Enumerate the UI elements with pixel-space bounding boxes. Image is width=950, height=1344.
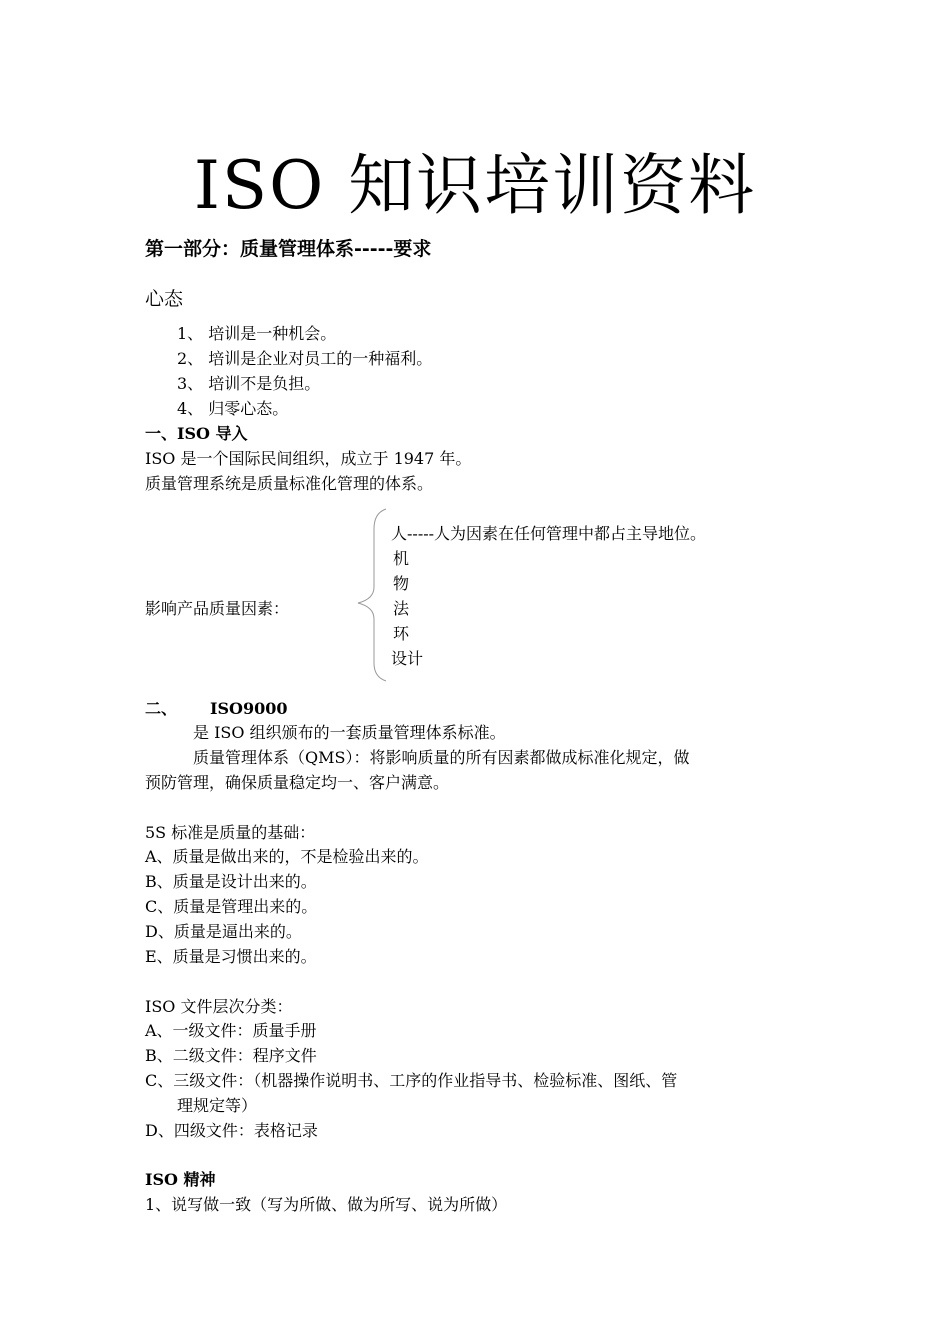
section1-line: ISO 是一个国际民间组织，成立于 1947 年。: [145, 449, 472, 468]
doc-level-item: A、一级文件：质量手册: [145, 1021, 317, 1040]
factor-item: 法: [393, 599, 410, 618]
spirit-heading: ISO 精神: [145, 1170, 216, 1189]
section2-line: 是 ISO 组织颁布的一套质量管理体系标准。: [193, 723, 506, 742]
part1-heading: 第一部分：质量管理体系-----要求: [145, 238, 432, 260]
doc-level-item: C、三级文件：（机器操作说明书、工序的作业指导书、检验标准、图纸、管: [145, 1071, 678, 1090]
spirit-item: 1、说写做一致（写为所做、做为所写、说为所做）: [145, 1195, 508, 1214]
doc-level-item-cont: 理规定等）: [177, 1096, 258, 1115]
factor-item: 物: [393, 574, 410, 593]
fiveS-item: A、质量是做出来的，不是检验出来的。: [145, 847, 429, 866]
fiveS-item: C、质量是管理出来的。: [145, 897, 318, 916]
qms-line: 预防管理，确保质量稳定均一、客户满意。: [145, 773, 450, 792]
mindset-item: 1、 培训是一种机会。: [177, 324, 337, 343]
fiveS-heading: 5S 标准是质量的基础：: [145, 823, 316, 842]
doc-level-item: D、四级文件：表格记录: [145, 1121, 318, 1140]
document-title: ISO 知识培训资料: [193, 147, 757, 224]
fiveS-item: B、质量是设计出来的。: [145, 872, 317, 891]
factor-item: 设计: [391, 649, 424, 668]
mindset-item: 3、 培训不是负担。: [177, 374, 321, 393]
fiveS-item: E、质量是习惯出来的。: [145, 947, 317, 966]
section1-heading: 一、ISO 导入: [145, 424, 248, 443]
doc-level-item: B、二级文件：程序文件: [145, 1046, 317, 1065]
section2-heading: ISO9000: [210, 699, 288, 718]
section2-number: 二、: [145, 699, 178, 718]
factor-item: 人-----人为因素在任何管理中都占主导地位。: [391, 524, 707, 543]
qms-line: 质量管理体系（QMS）：将影响质量的所有因素都做成标准化规定，做: [193, 748, 690, 767]
factor-item: 机: [393, 549, 410, 568]
mindset-item: 4、 归零心态。: [177, 399, 289, 418]
factor-item: 环: [393, 624, 410, 643]
mindset-item: 2、 培训是企业对员工的一种福利。: [177, 349, 433, 368]
fiveS-item: D、质量是逼出来的。: [145, 922, 302, 941]
doc-levels-heading: ISO 文件层次分类：: [145, 997, 293, 1016]
factors-label: 影响产品质量因素：: [145, 599, 290, 618]
section1-line: 质量管理系统是质量标准化管理的体系。: [145, 474, 434, 493]
mindset-heading: 心态: [145, 288, 184, 310]
curly-brace-icon: [352, 507, 392, 683]
